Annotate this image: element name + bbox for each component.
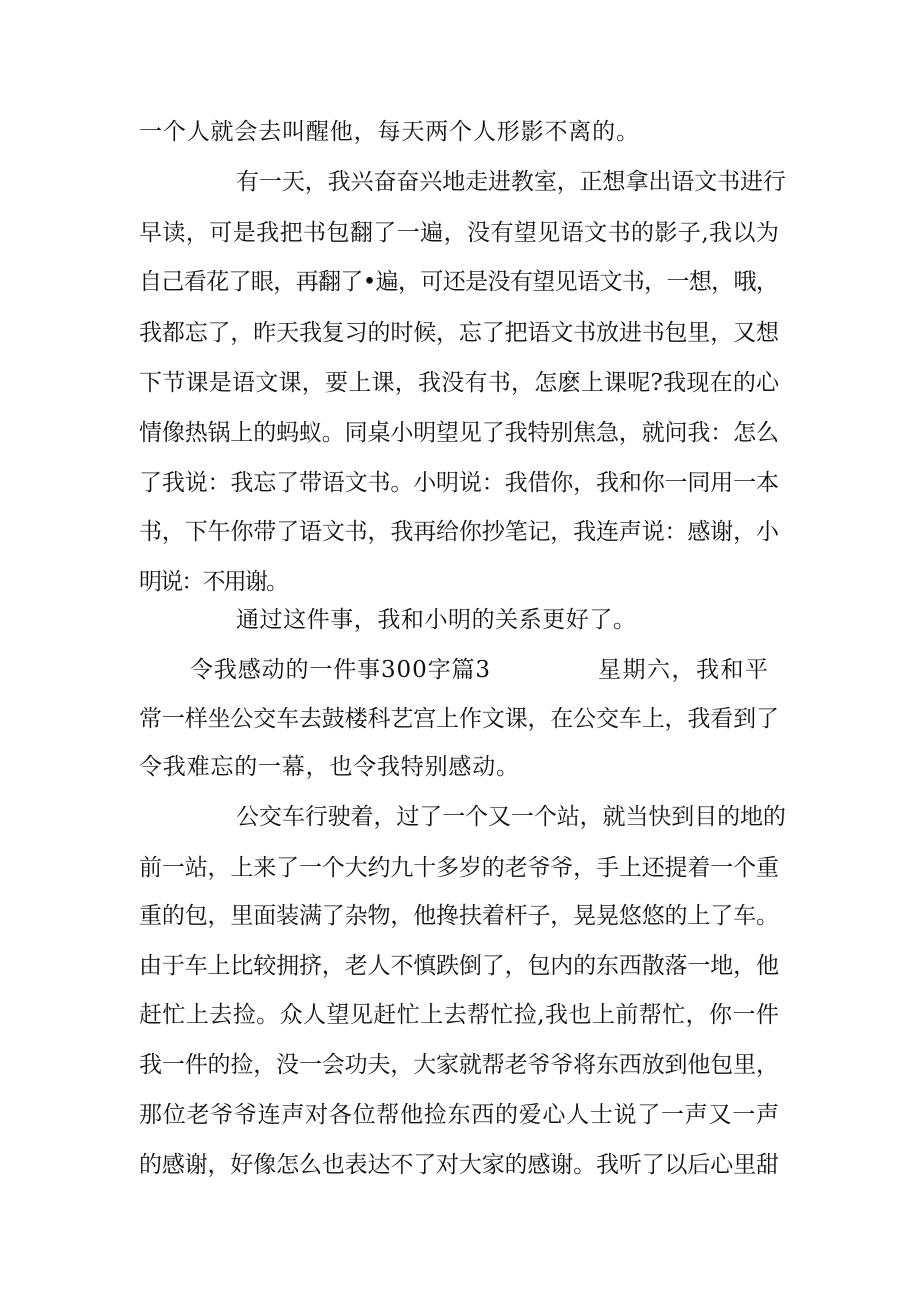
text-line: 我一件的捡，没一会功夫，大家就帮老爷爷将东西放到他包里， bbox=[139, 1052, 779, 1078]
text-line: 通过这件事，我和小明的关系更好了。 bbox=[236, 607, 637, 633]
text-line: 情像热锅上的蚂蚁。同桌小明望见了我特别焦急，就问我：怎么 bbox=[139, 420, 779, 446]
text-line: 我都忘了，昨天我复习的时候，忘了把语文书放进书包里，又想 bbox=[139, 320, 779, 346]
text-line: 明说：不用谢。 bbox=[139, 569, 288, 595]
text-line: 赶忙上去捡。众人望见赶忙上去帮忙捡,我也上前帮忙，你一件 bbox=[139, 1002, 780, 1028]
text-line: 那位老爷爷连声对各位帮他捡东西的爱心人士说了一声又一声 bbox=[139, 1102, 780, 1128]
text-line: 星期六，我和平 bbox=[598, 657, 770, 683]
text-line: 有一天，我兴奋奋兴地走进教室，正想拿出语文书进行 bbox=[236, 169, 786, 195]
text-line: 书，下午你带了语文书，我再给你抄笔记，我连声说：感谢，小 bbox=[139, 519, 779, 545]
text-line: 自己看花了眼，再翻了•遍，可还是没有望见语文书，一想，哦， bbox=[139, 269, 779, 295]
text-line: 前一站，上来了一个大约九十多岁的老爷爷，手上还提着一个重 bbox=[139, 855, 779, 881]
text-line: 了我说：我忘了带语文书。小明说：我借你，我和你一同用一本 bbox=[139, 470, 779, 496]
text-line: 公交车行驶着，过了一个又一个站，就当快到目的地的 bbox=[236, 804, 786, 830]
text-line: 令我难忘的一幕，也令我特别感动。 bbox=[139, 754, 520, 780]
text-line: 重的包，里面装满了杂物，他搀扶着杆子，晃晃悠悠的上了车。 bbox=[139, 903, 779, 929]
text-line: 的感谢，好像怎么也表达不了对大家的感谢。我听了以后心里甜 bbox=[139, 1152, 779, 1178]
text-line: 常一样坐公交车去鼓楼科艺宫上作文课，在公交车上，我看到了 bbox=[139, 706, 779, 732]
section-title: 令我感动的一件事300字篇3 bbox=[190, 657, 491, 683]
text-line: 早读，可是我把书包翻了一遍，没有望见语文书的影子,我以为 bbox=[139, 220, 780, 246]
text-line: 下节课是语文课，要上课，我没有书，怎麽上课呢?我现在的心 bbox=[139, 370, 780, 396]
text-line: 一个人就会去叫醒他，每天两个人形影不离的。 bbox=[139, 119, 640, 145]
text-line: 由于车上比较拥挤，老人不慎跌倒了，包内的东西散落一地，他 bbox=[139, 953, 779, 979]
